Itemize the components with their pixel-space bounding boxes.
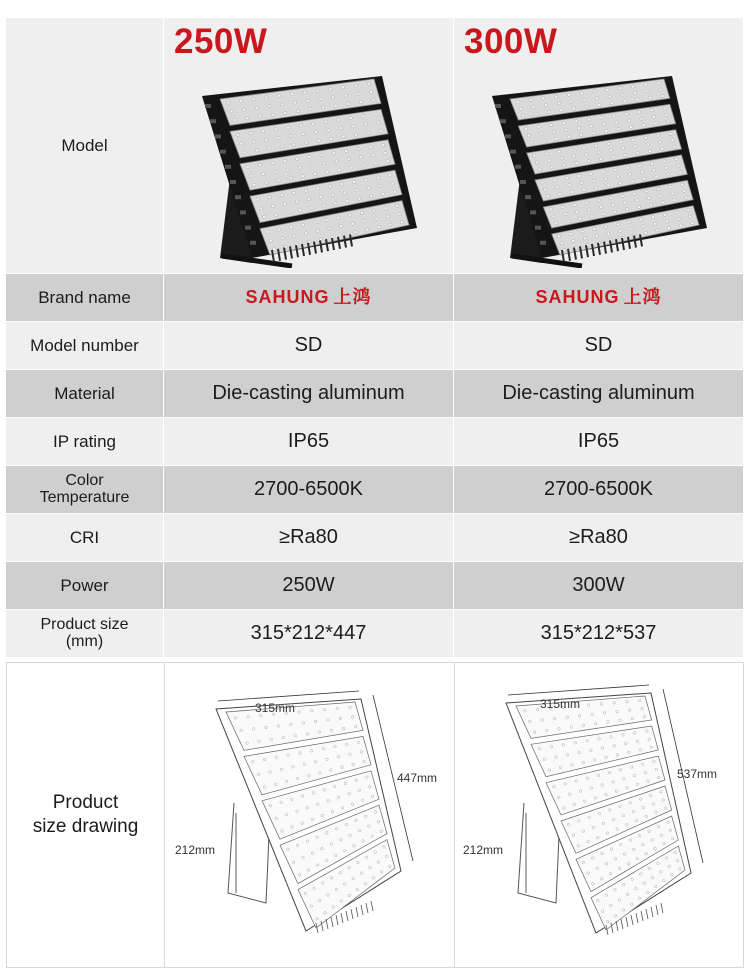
model-number-300w: SD <box>454 322 744 370</box>
ip-rating-300w: IP65 <box>454 418 744 466</box>
product-size-label-line2: (mm) <box>65 632 104 650</box>
dim-length-300w: 537mm <box>677 767 718 781</box>
color-temperature-250w: 2700-6500K <box>164 466 454 514</box>
model-cell-300w <box>454 18 744 274</box>
cri-300w: ≥Ra80 <box>454 514 744 562</box>
size-drawing-label-cell <box>7 663 165 967</box>
model-cell-250w <box>164 18 454 274</box>
size-drawing-250w <box>165 663 455 967</box>
row-label-product-size <box>6 610 164 658</box>
dim-width-300w: 315mm <box>540 697 581 711</box>
product-size-label-line1: Product size <box>40 615 129 633</box>
model-number-250w: SD <box>164 322 454 370</box>
floodlight-300w-image <box>482 68 720 268</box>
power-300w: 300W <box>454 562 744 610</box>
line-drawing-250w <box>166 663 454 967</box>
product-size-300w: 315*212*537 <box>454 610 744 658</box>
spec-table <box>6 18 744 662</box>
size-drawing-label: Product size drawing <box>32 792 139 837</box>
row-label-model-number: Model number <box>6 322 164 370</box>
row-label-material: Material <box>6 370 164 418</box>
dim-length-250w: 447mm <box>397 771 438 785</box>
row-label-color-temperature <box>6 466 164 514</box>
power-250w: 250W <box>164 562 454 610</box>
dim-height-300w: 212mm <box>463 843 504 857</box>
color-temperature-label-line2: Temperature <box>39 488 130 506</box>
floodlight-250w-image <box>192 68 430 268</box>
brand-300w <box>454 274 744 322</box>
ip-rating-250w: IP65 <box>164 418 454 466</box>
dim-height-250w: 212mm <box>175 843 216 857</box>
size-drawing-300w <box>455 663 745 967</box>
material-300w: Die-casting aluminum <box>454 370 744 418</box>
dim-width-250w: 315mm <box>255 701 296 715</box>
material-250w: Die-casting aluminum <box>164 370 454 418</box>
row-label-ip-rating: IP rating <box>6 418 164 466</box>
brand-logo-300w: SAHUNG 上鸿 <box>535 287 662 308</box>
line-drawing-300w <box>456 663 744 967</box>
brand-logo-250w: SAHUNG 上鸿 <box>245 287 372 308</box>
color-temperature-300w: 2700-6500K <box>454 466 744 514</box>
row-label-power: Power <box>6 562 164 610</box>
color-temperature-label-line1: Color <box>65 471 104 489</box>
model-watt-300w: 300W <box>464 22 558 61</box>
row-label-cri: CRI <box>6 514 164 562</box>
product-size-250w: 315*212*447 <box>164 610 454 658</box>
row-label-brand: Brand name <box>6 274 164 322</box>
model-watt-250w: 250W <box>174 22 268 61</box>
brand-250w <box>164 274 454 322</box>
row-label-model: Model <box>6 18 164 274</box>
cri-250w: ≥Ra80 <box>164 514 454 562</box>
size-drawing-row <box>6 662 744 968</box>
